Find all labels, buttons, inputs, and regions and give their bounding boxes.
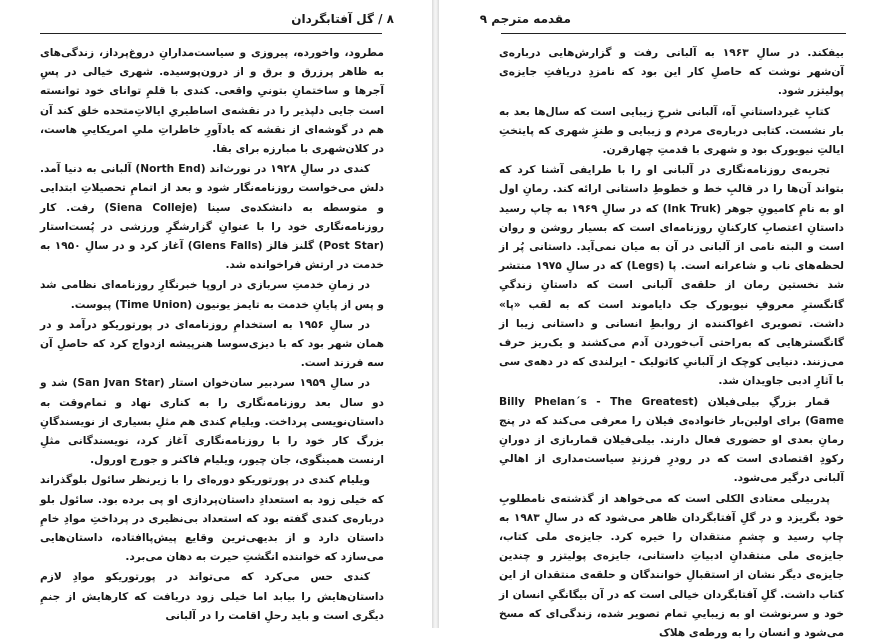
page-body	[40, 44, 384, 627]
header-rule	[501, 33, 846, 34]
paragraph: در سالِ ۱۹۵۶ به استخدامِ روزنامه‌ای در پورتوریکو درآمد و در همان شهر بود که با دیزی‌سوسا هنرپیشه ازدواج کرد که حاصلِ آن سه فرزند است.	[40, 318, 384, 370]
paragraph: پدربیلی معتادی الکلی است که می‌خواهد از گذشته‌ی نامطلوبِ خود بگریزد و در گلِ آفتابگردان ظاهر می‌شود که در سالِ ۱۹۸۳ به چاپ رسید و چشمِ منتقدان را خیره کرد. جایزه‌ی ملی کتاب، جایزه‌ی ملی منتقدانِ ادبیاتِ داستانی، جایزه‌ی پولیتزر و چندین جایزه‌ی دیگر نشان از استقبالِ خوانندگان و حلقه‌ی منتقدان از این کتاب داشت. گلِ آفتابگردان خیالی است که در آن بیگانگیِ انسان از خود و سرنوشت او به زیباییِ تمام تصویر شده، زندگی‌ای که مسخ می‌شود و انسان را به ورطه‌ی هلاک	[499, 492, 844, 640]
paragraph: در زمانِ خدمتِ سربازی در اروپا خبرنگارِ روزنامه‌ای نظامی شد و پس از پایانِ خدمت به تایمز یونیون (Time Union) پیوست.	[40, 279, 384, 311]
paragraph: ویلیام کندی در پورتوریکو دوره‌ای را با زیرنظر سائول بلوگذراند که خیلی زود به استعدادِ داستان‌پردازی او پی برده بود. سائول بلو درباره‌ی کندی گفته بود که استعداد بی‌نظیری در پرداختِ موادِ خامِ داستان دارد و از بدیهی‌ترین وقایع پیش‌پاافتاده، داستان‌هایی می‌سازد که خواننده انگشتِ حیرت به دهان می‌برد.	[40, 474, 384, 564]
paragraph: قمار بزرگِ بیلی‌فیلان (Billy Phelan´s - The Greatest Game) برای اولین‌بار خانواده‌ی فیلان را معرفی می‌کند که در پنج رمانِ بعدی او حضوری فعال دارند. بیلی‌فیلان قماربازی از دورانِ رکودِ اقتصادی است که در رو‌درِ فرزندِ سیاست‌مداری از اهالیِ آلبانی درگیر می‌شود.	[499, 395, 844, 485]
paragraph: تجربه‌ی روزنامه‌نگاری در آلبانی او را با طرایفی آشنا کرد که بتواند آن‌ها را در قالبِ خط و خطوطِ داستانی ارائه کند. رمانِ اول او به نامِ کامیونِ جوهر (Ink Truk) که در سالِ ۱۹۶۹ به چاپ رسید داستانِ اعتصابِ کارکنانِ روزنامه‌ای است که بسیار روشن و روان است و البته نامی از آلبانی در آن به میان نمی‌آید. داستانی پُر از لحظه‌های ناب و شاعرانه است. پا (Legs) که در سالِ ۱۹۷۵ منتشر شد نخستین رمان از حلقه‌ی آلبانی است که داستانِ زندگیِ گانگسترِ معروفِ نیویورک جک دایاموند است که به لقب «پا» داشت. تصویری اغوا‌کننده از روابطِ انسانی و داستانی زیبا از گانگسترهایی که به‌راحتی آب‌خوردن آدم می‌کشند و یک‌ریز حرف می‌زنند. دنیایی کوچک از آلبانیِ کاتولیک - ایرلندی که در دهه‌ی سی با آثارِ ادبی جاویدان شد.	[499, 164, 845, 388]
paragraph: مطرود، واخورده، پیروزی و سیاست‌مدارانِ دروغ‌پرداز، زندگی‌های به ظاهر پرزرق و برق و از درون‌پوسیده. شهری خیالی در پسِ آجرها و ساختمانِ بتونیِ واقعی. کندی با قلمِ توانای خود توانسته است جایی دلپذیر را در نقشه‌ی اساطیریِ ایالاتِ‌متحده خلق کند آن هم در گوشه‌ای از نقشه که یادآورِ خاطراتِ ملیِ امریکاییِ هاست، در کلان‌شهری با مبارزه برای بقا.	[40, 47, 384, 156]
paragraph: در سالِ ۱۹۵۹ سردبیر سان‌خوان استار (San Jvan Star) شد و دو سال بعد روزنامه‌نگاری را به کناری نهاد و تمام‌وقت به داستان‌نویسی پرداخت. ویلیام کندی هم مثلِ بسیاری از نویسندگانِ بزرگ کار خود را با روزنامه‌نگاری آغاز کرد، نویسندگانی مثلِ ارنست همینگوی، جان چیور، ویلیام فاکنر و جورج اورول.	[40, 377, 384, 467]
paragraph: کندی در سالِ ۱۹۲۸ در نورث‌اند (North End) آلبانی به دنیا آمد. دلش می‌خواست روزنامه‌نگار شود و بعد از اتمامِ تحصیلاتِ ابتدایی و متوسطه به دانشکده‌ی سینا (Siena Colleje) رفت. کار روزنامه‌نگاری خود را با عنوانِ گزارشگرِ ورزشی در پُست‌استار (Post Star) گلنز فالز (Glens Falls) آغاز کرد و در سالِ ۱۹۵۰ به خدمت در ارتش فراخوانده شد.	[40, 163, 385, 272]
paragraph: بیفکند. در سالِ ۱۹۶۳ به آلبانی رفت و گزارش‌هایی درباره‌ی آن‌شهر نوشت که حاصلِ کار این بود که نامزدِ دریافتِ جایزه‌ی پولیتزر شود.	[499, 47, 844, 98]
paragraph: کتابِ غیرداستانیِ آه، آلبانی شرحِ زیبایی است که سال‌ها بعد به بار نشست. کتابی درباره‌ی مردم و زیبایی و طنزِ شهری که پایتختِ ایالتِ نیویورک بود و شهری با قدمتِ چهارقرن.	[499, 105, 844, 157]
right-page	[439, 0, 871, 640]
page-header: مقدمه مترجم ۹	[479, 12, 571, 26]
header-rule	[40, 33, 382, 34]
page-header: ۸ / گل آفتابگردان	[291, 12, 394, 26]
page-body	[499, 44, 844, 644]
paragraph: کندی حس می‌کرد که می‌تواند در پورتوریکو موادِ لازم داستان‌هایش را بیابد اما خیلی زود دریافت که کارهایش از جنمِ دیگری است و باید رحلِ اقامت را در آلبانی	[40, 571, 384, 622]
left-page	[0, 0, 432, 628]
book-gutter	[432, 0, 439, 628]
